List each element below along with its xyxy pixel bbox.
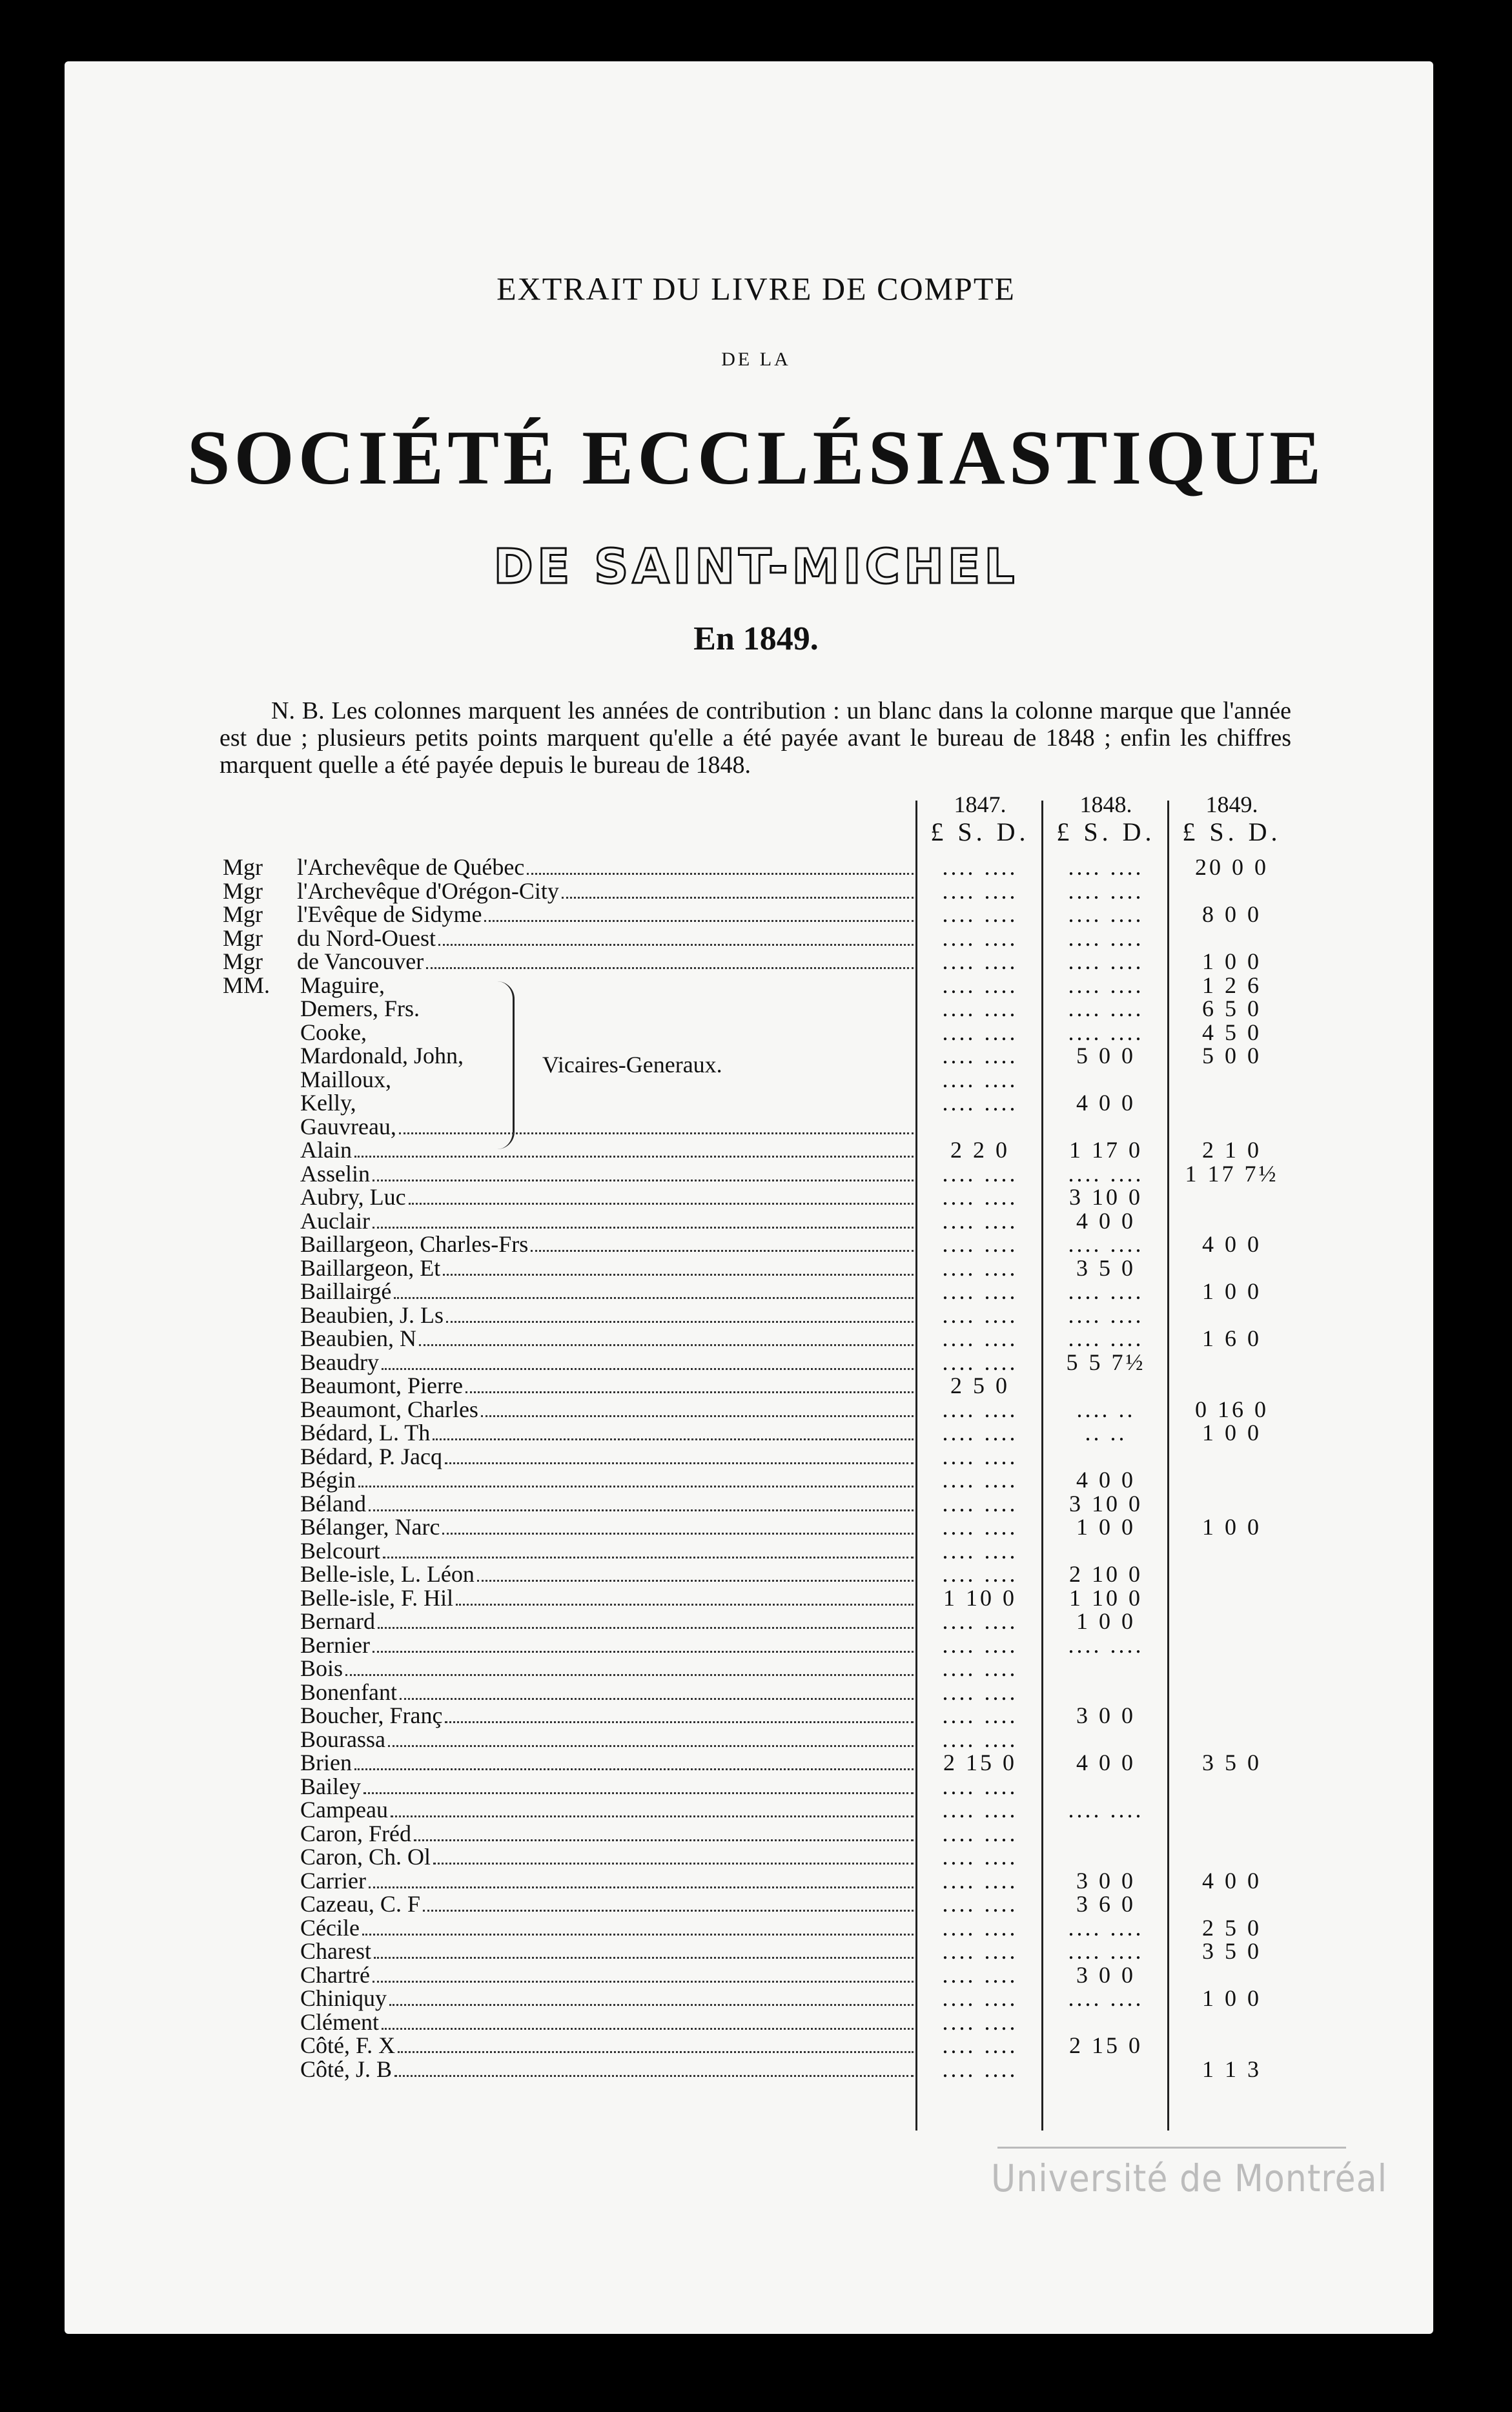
- amount-1847: .... ....: [942, 1325, 1018, 1351]
- amount-1848: 1 10 0: [1069, 1584, 1143, 1611]
- amount-1847: .... ....: [942, 1160, 1018, 1187]
- amount-1848: .... ....: [1068, 1914, 1144, 1941]
- row-name: Bédard, L. Th: [300, 1420, 431, 1446]
- amount-1848: .... ....: [1068, 877, 1144, 904]
- amount-1849: 2 1 0: [1202, 1137, 1262, 1163]
- dot-leader: [345, 1674, 914, 1676]
- header-saint-michel: DE SAINT-MICHEL: [493, 539, 1019, 595]
- row-name: Maguire,: [300, 972, 385, 998]
- table-row: [0, 1303, 1512, 1327]
- amount-1847: .... ....: [942, 1066, 1018, 1092]
- table-row: [0, 1068, 1512, 1091]
- table-row: [0, 1091, 1512, 1114]
- row-name: Asselin: [300, 1160, 370, 1187]
- dot-leader: [443, 1274, 914, 1276]
- table-row: [0, 997, 1512, 1020]
- amount-1848: .... ....: [1068, 1302, 1144, 1328]
- amount-1847: .... ....: [942, 1867, 1018, 1894]
- amount-1847: 2 15 0: [943, 1750, 1017, 1775]
- row-prefix: MM.: [223, 972, 271, 998]
- table-row: [0, 1939, 1512, 1963]
- table-row: [0, 1515, 1512, 1538]
- nota-bene-paragraph: N. B. Les colonnes marquent les années de contribution : un blanc dans la colonne marque que l'année est due ; plusieurs petits points marquent qu'elle a été payée avant le bureau de 1848 ; enfin les chiffres marquent quelle a été payée depuis le bureau de 1848.: [220, 697, 1291, 779]
- row-name: Chiniquy: [300, 1985, 387, 2011]
- amount-1849: 5 0 0: [1202, 1043, 1262, 1068]
- row-name: Charest: [300, 1938, 371, 1964]
- row-name: Boucher, Franç: [300, 1702, 443, 1728]
- amount-1847: 2 5 0: [950, 1373, 1010, 1398]
- amount-1847: 1 10 0: [943, 1584, 1017, 1611]
- amount-1847: .... ....: [942, 1773, 1018, 1799]
- vicaires-generaux-label: Vicaires-Generaux.: [542, 1052, 722, 1078]
- amount-1848: .... ....: [1068, 854, 1144, 880]
- row-name: du Nord-Ouest: [297, 925, 436, 951]
- amount-1847: .... ....: [942, 1608, 1018, 1634]
- row-name: Clément: [300, 2008, 379, 2035]
- year-header-1847: 1847.: [954, 792, 1006, 817]
- amount-1847: .... ....: [942, 1844, 1018, 1870]
- table-row: [0, 1845, 1512, 1868]
- row-name: Belle-isle, F. Hil: [300, 1584, 454, 1611]
- table-row: [0, 1562, 1512, 1586]
- table-row: [0, 1421, 1512, 1444]
- amount-1847: .... ....: [942, 996, 1018, 1021]
- amount-1847: .... ....: [942, 925, 1018, 951]
- table-row: [0, 1162, 1512, 1185]
- amount-1847: .... ....: [942, 1090, 1018, 1116]
- row-name: Demers, Frs.: [300, 996, 420, 1021]
- row-name: Baillairgé: [300, 1278, 392, 1304]
- amount-1847: .... ....: [942, 1631, 1018, 1658]
- amount-1849: 6 5 0: [1202, 996, 1262, 1021]
- row-prefix: Mgr: [223, 948, 263, 974]
- amount-1848: 4 0 0: [1076, 1207, 1136, 1234]
- row-name: Cooke,: [300, 1019, 367, 1045]
- amount-1848: .... ....: [1068, 948, 1144, 974]
- row-name: Beaudry: [300, 1349, 379, 1375]
- amount-1849: 3 5 0: [1202, 1938, 1262, 1964]
- dot-leader: [433, 1438, 914, 1440]
- row-name: de Vancouver: [297, 948, 424, 974]
- amount-1847: .... ....: [942, 1985, 1018, 2011]
- dot-leader: [445, 1462, 914, 1464]
- dot-leader: [400, 1698, 914, 1700]
- amount-1848: 4 0 0: [1076, 1467, 1136, 1493]
- amount-1848: .... ....: [1068, 901, 1144, 927]
- table-row: [0, 879, 1512, 903]
- amount-1847: .... ....: [942, 1207, 1018, 1234]
- table-row: [0, 1963, 1512, 1987]
- table-row: [0, 1987, 1512, 2010]
- table-row: [0, 2058, 1512, 2081]
- amount-1848: 3 5 0: [1076, 1254, 1136, 1281]
- amount-1849: 1 0 0: [1202, 1985, 1262, 2011]
- amount-1847: .... ....: [942, 2032, 1018, 2058]
- currency-header-1847: £ S. D.: [930, 817, 1030, 846]
- amount-1847: .... ....: [942, 1490, 1018, 1517]
- dot-leader: [414, 1839, 914, 1841]
- dot-leader: [445, 1721, 914, 1723]
- table-row: [0, 1681, 1512, 1704]
- amount-1847: .... ....: [942, 1961, 1018, 1988]
- table-row: [0, 2034, 1512, 2057]
- row-name: Beaumont, Pierre: [300, 1373, 463, 1398]
- row-name: Bourassa: [300, 1726, 385, 1752]
- dot-leader: [389, 2004, 914, 2006]
- dot-leader: [382, 2028, 914, 2030]
- table-row: [0, 1728, 1512, 1751]
- row-name: Mardonald, John,: [300, 1043, 464, 1068]
- dot-leader: [481, 1415, 914, 1417]
- row-name: l'Evêque de Sidyme: [297, 901, 482, 927]
- amount-1847: .... ....: [942, 1278, 1018, 1304]
- dot-leader: [373, 1651, 914, 1653]
- amount-1848: .... ....: [1068, 996, 1144, 1021]
- amount-1849: 3 5 0: [1202, 1750, 1262, 1775]
- amount-1849: 1 6 0: [1202, 1325, 1262, 1351]
- row-name: Campeau: [300, 1797, 388, 1823]
- table-row: [0, 1492, 1512, 1515]
- table-row: [0, 1327, 1512, 1350]
- amount-1849: 8 0 0: [1202, 901, 1262, 927]
- amount-1847: .... ....: [942, 1043, 1018, 1068]
- amount-1849: 1 0 0: [1202, 1514, 1262, 1540]
- row-name: Côté, F. X: [300, 2032, 396, 2058]
- currency-header-1848: £ S. D.: [1056, 817, 1156, 846]
- table-row: [0, 1610, 1512, 1633]
- amount-1848: 4 0 0: [1076, 1090, 1136, 1116]
- amount-1848: .... ....: [1068, 1231, 1144, 1257]
- row-name: Cazeau, C. F: [300, 1891, 420, 1917]
- stamp-rule: [997, 2147, 1346, 2149]
- dot-leader: [433, 1863, 914, 1865]
- table-row: [0, 1751, 1512, 1774]
- table-row: [0, 1185, 1512, 1209]
- dot-leader: [358, 1486, 914, 1487]
- row-name: Côté, J. B: [300, 2056, 393, 2082]
- amount-1849: 1 17 7½: [1185, 1160, 1279, 1187]
- amount-1847: .... ....: [942, 1467, 1018, 1493]
- dot-leader: [373, 1180, 914, 1181]
- dot-leader: [378, 1627, 914, 1629]
- table-row: [0, 1657, 1512, 1680]
- amount-1849: 4 0 0: [1202, 1867, 1262, 1894]
- amount-1847: .... ....: [942, 1679, 1018, 1705]
- header-extrait: EXTRAIT DU LIVRE DE COMPTE: [496, 271, 1016, 307]
- row-name: Mailloux,: [300, 1066, 391, 1092]
- row-name: Caron, Ch. Ol: [300, 1844, 431, 1870]
- dot-leader: [465, 1391, 914, 1393]
- dot-leader: [382, 1368, 914, 1370]
- dot-leader: [374, 1957, 914, 1959]
- amount-1848: .... ....: [1068, 925, 1144, 951]
- amount-1847: .... ....: [942, 1655, 1018, 1681]
- table-row: [0, 1633, 1512, 1657]
- amount-1848: .... ....: [1068, 1797, 1144, 1823]
- row-name: Auclair: [300, 1207, 370, 1234]
- amount-1849: 0 16 0: [1195, 1396, 1269, 1422]
- amount-1848: 3 6 0: [1076, 1891, 1136, 1917]
- year-header-1849: 1849.: [1205, 792, 1258, 817]
- dot-leader: [388, 1745, 914, 1747]
- table-row: [0, 1351, 1512, 1374]
- dot-leader: [394, 2075, 914, 2077]
- amount-1849: 1 1 3: [1202, 2056, 1262, 2082]
- dot-leader: [362, 1934, 914, 1936]
- table-row: [0, 1916, 1512, 1939]
- row-name: Belcourt: [300, 1537, 380, 1564]
- table-row: [0, 974, 1512, 997]
- amount-1848: 3 10 0: [1069, 1184, 1143, 1210]
- amount-1848: .... ....: [1068, 1019, 1144, 1045]
- amount-1847: .... ....: [942, 1914, 1018, 1941]
- table-row: [0, 1822, 1512, 1845]
- amount-1847: .... ....: [942, 1254, 1018, 1281]
- row-prefix: Mgr: [223, 901, 263, 927]
- amount-1847: .... ....: [942, 1231, 1018, 1257]
- amount-1848: .... ....: [1068, 1631, 1144, 1658]
- row-name: Baillargeon, Et: [300, 1254, 441, 1281]
- amount-1847: 2 2 0: [950, 1137, 1010, 1163]
- amount-1847: .... ....: [942, 1443, 1018, 1469]
- amount-1847: .... ....: [942, 1184, 1018, 1210]
- table-row: [0, 1586, 1512, 1610]
- dot-leader: [369, 1509, 914, 1511]
- dot-leader: [531, 1250, 914, 1252]
- row-name: Alain: [300, 1137, 352, 1163]
- table-row: [0, 1232, 1512, 1256]
- table-row: [0, 1775, 1512, 1798]
- table-row: [0, 1280, 1512, 1303]
- row-name: Bélanger, Narc: [300, 1514, 440, 1540]
- dot-leader: [562, 897, 914, 899]
- amount-1848: .... ....: [1068, 1938, 1144, 1964]
- amount-1847: .... ....: [942, 1891, 1018, 1917]
- row-name: l'Archevêque de Québec: [297, 854, 525, 880]
- dot-leader: [446, 1321, 914, 1323]
- amount-1848: .... ....: [1068, 1160, 1144, 1187]
- row-name: Bois: [300, 1655, 343, 1681]
- table-row: [0, 1398, 1512, 1421]
- dot-leader: [373, 1981, 914, 1983]
- amount-1849: 1 2 6: [1202, 972, 1262, 998]
- amount-1848: 2 10 0: [1069, 1561, 1143, 1587]
- amount-1847: .... ....: [942, 877, 1018, 904]
- table-row: [0, 855, 1512, 879]
- row-name: Bégin: [300, 1467, 356, 1493]
- row-name: l'Archevêque d'Orégon-City: [297, 877, 559, 904]
- table-row: [0, 1539, 1512, 1562]
- amount-1848: 3 0 0: [1076, 1867, 1136, 1894]
- dot-leader: [399, 1132, 914, 1134]
- amount-1847: .... ....: [942, 1938, 1018, 1964]
- dot-leader: [484, 920, 914, 922]
- dot-leader: [527, 873, 914, 875]
- year-header-1848: 1848.: [1079, 792, 1132, 817]
- row-name: Béland: [300, 1490, 366, 1517]
- amount-1849: 4 0 0: [1202, 1231, 1262, 1257]
- amount-1847: .... ....: [942, 1702, 1018, 1728]
- amount-1848: .. ..: [1085, 1420, 1127, 1446]
- table-row: [0, 926, 1512, 950]
- row-name: Bédard, P. Jacq: [300, 1443, 442, 1469]
- row-prefix: Mgr: [223, 925, 263, 951]
- row-name: Beaumont, Charles: [300, 1396, 478, 1422]
- table-row: [0, 1138, 1512, 1161]
- table-row: [0, 1869, 1512, 1892]
- currency-header-1849: £ S. D.: [1182, 817, 1282, 846]
- dot-leader: [373, 1227, 914, 1229]
- row-name: Bernier: [300, 1631, 370, 1658]
- table-row: [0, 1892, 1512, 1916]
- dot-leader: [409, 1203, 914, 1205]
- amount-1848: 2 15 0: [1069, 2032, 1143, 2058]
- amount-1848: .... ..: [1076, 1396, 1136, 1422]
- row-name: Cécile: [300, 1914, 360, 1941]
- dot-leader: [419, 1344, 914, 1346]
- amount-1847: .... ....: [942, 1349, 1018, 1375]
- amount-1847: .... ....: [942, 854, 1018, 880]
- dot-leader: [363, 1792, 914, 1794]
- amount-1848: 3 0 0: [1076, 1702, 1136, 1728]
- amount-1847: .... ....: [942, 1561, 1018, 1587]
- amount-1849: 1 0 0: [1202, 948, 1262, 974]
- amount-1847: .... ....: [942, 1019, 1018, 1045]
- header-societe: SOCIÉTÉ ECCLÉSIASTIQUE: [187, 414, 1325, 500]
- table-row: [0, 1468, 1512, 1491]
- dot-leader: [391, 1815, 914, 1817]
- amount-1849: 4 5 0: [1202, 1019, 1262, 1045]
- amount-1847: .... ....: [942, 972, 1018, 998]
- header-de-la: DE LA: [721, 349, 791, 370]
- dot-leader: [426, 967, 914, 969]
- dot-leader: [442, 1533, 914, 1535]
- amount-1847: .... ....: [942, 1302, 1018, 1328]
- row-name: Caron, Fréd: [300, 1820, 411, 1846]
- header-year: En 1849.: [693, 620, 819, 657]
- amount-1847: .... ....: [942, 1797, 1018, 1823]
- row-name: Bailey: [300, 1773, 361, 1799]
- dot-leader: [354, 1768, 914, 1770]
- table-row: [0, 1044, 1512, 1067]
- row-prefix: Mgr: [223, 854, 263, 880]
- amount-1848: 1 0 0: [1076, 1608, 1136, 1634]
- table-row: [0, 903, 1512, 926]
- amount-1847: .... ....: [942, 1537, 1018, 1564]
- row-name: Brien: [300, 1750, 352, 1775]
- row-name: Beaubien, N: [300, 1325, 416, 1351]
- amount-1848: 3 10 0: [1069, 1490, 1143, 1517]
- row-name: Baillargeon, Charles-Frs: [300, 1231, 529, 1257]
- amount-1849: 20 0 0: [1195, 854, 1269, 880]
- amount-1848: 5 5 7½: [1066, 1349, 1146, 1375]
- row-name: Beaubien, J. Ls: [300, 1302, 444, 1328]
- amount-1847: .... ....: [942, 1820, 1018, 1846]
- amount-1848: 4 0 0: [1076, 1750, 1136, 1775]
- amount-1847: .... ....: [942, 2056, 1018, 2082]
- table-row: [0, 1115, 1512, 1138]
- table-row: [0, 950, 1512, 973]
- row-name: Kelly,: [300, 1090, 356, 1116]
- library-stamp: Université de Montréal: [991, 2156, 1388, 2200]
- amount-1848: 5 0 0: [1076, 1043, 1136, 1068]
- row-name: Chartré: [300, 1961, 370, 1988]
- amount-1848: 1 0 0: [1076, 1514, 1136, 1540]
- row-name: Carrier: [300, 1867, 366, 1894]
- amount-1848: 3 0 0: [1076, 1961, 1136, 1988]
- table-row: [0, 2010, 1512, 2034]
- amount-1848: .... ....: [1068, 1278, 1144, 1304]
- amount-1848: .... ....: [1068, 1985, 1144, 2011]
- amount-1849: 1 0 0: [1202, 1278, 1262, 1304]
- amount-1847: .... ....: [942, 1726, 1018, 1752]
- amount-1847: .... ....: [942, 1396, 1018, 1422]
- amount-1847: .... ....: [942, 948, 1018, 974]
- dot-leader: [354, 1156, 914, 1158]
- row-name: Bernard: [300, 1608, 375, 1634]
- table-row: [0, 1445, 1512, 1468]
- amount-1849: 1 0 0: [1202, 1420, 1262, 1446]
- row-prefix: Mgr: [223, 877, 263, 904]
- dot-leader: [369, 1886, 914, 1888]
- amount-1847: .... ....: [942, 1514, 1018, 1540]
- dot-leader: [456, 1604, 914, 1606]
- row-name: Gauvreau,: [300, 1113, 396, 1140]
- dot-leader: [477, 1580, 914, 1582]
- dot-leader: [394, 1297, 914, 1299]
- amount-1847: .... ....: [942, 2008, 1018, 2035]
- row-name: Bonenfant: [300, 1679, 397, 1705]
- row-name: Aubry, Luc: [300, 1184, 406, 1210]
- amount-1849: 2 5 0: [1202, 1914, 1262, 1941]
- table-row: [0, 1021, 1512, 1044]
- table-row: [0, 1798, 1512, 1821]
- table-row: [0, 1209, 1512, 1232]
- table-row: [0, 1256, 1512, 1280]
- dot-leader: [438, 944, 914, 946]
- amount-1848: .... ....: [1068, 1325, 1144, 1351]
- dot-leader: [423, 1910, 914, 1912]
- table-row: [0, 1374, 1512, 1397]
- amount-1848: 1 17 0: [1069, 1137, 1143, 1163]
- row-name: Belle-isle, L. Léon: [300, 1561, 475, 1587]
- dot-leader: [383, 1557, 914, 1559]
- table-row: [0, 1704, 1512, 1727]
- amount-1848: .... ....: [1068, 972, 1144, 998]
- dot-leader: [398, 2051, 914, 2053]
- amount-1847: .... ....: [942, 901, 1018, 927]
- amount-1847: .... ....: [942, 1420, 1018, 1446]
